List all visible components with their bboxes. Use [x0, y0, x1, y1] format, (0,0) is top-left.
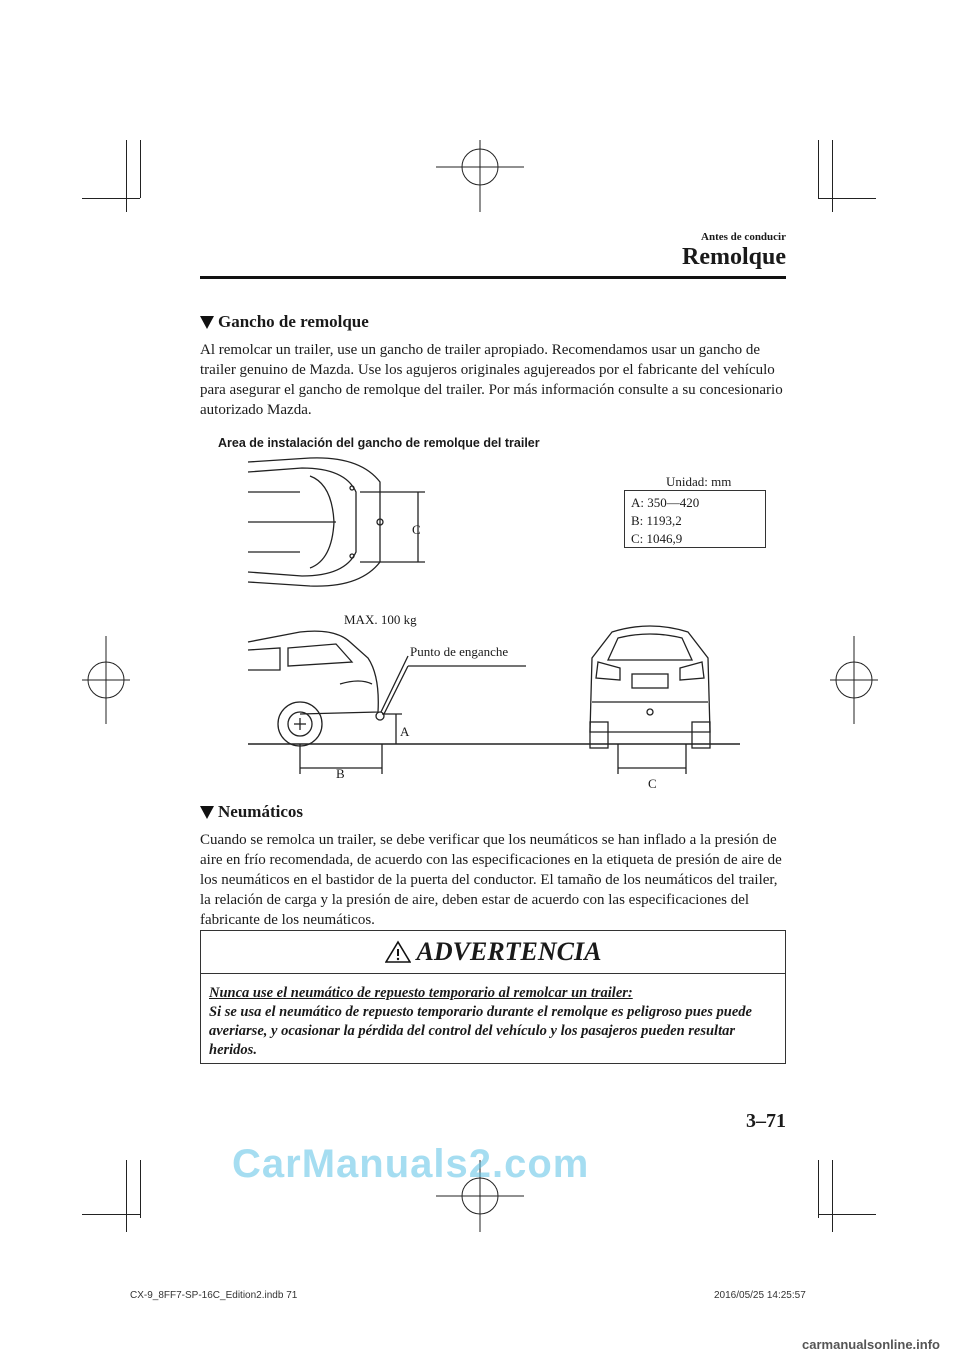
dim-label-c-rear: C: [648, 776, 657, 791]
header-rule: [200, 276, 786, 279]
source-credit: carmanualsonline.info: [802, 1337, 940, 1352]
tires-heading: [200, 802, 303, 822]
warning-header: [201, 931, 785, 974]
hitch-heading-text: Gancho de remolque: [218, 312, 369, 331]
warning-title: ADVERTENCIA: [416, 937, 602, 966]
spec-c: C: 1046,9: [631, 531, 683, 546]
section-label: Antes de conducir: [701, 231, 786, 243]
dim-label-b: B: [336, 766, 345, 781]
spec-box: [624, 490, 766, 548]
spec-a: A: 350—420: [631, 495, 700, 510]
warning-triangle-icon: [385, 940, 411, 964]
triangle-bullet-icon: [200, 806, 214, 819]
dim-label-a: A: [400, 724, 410, 739]
car-rear-view: [590, 626, 710, 748]
max-load-label: MAX. 100 kg: [344, 612, 417, 627]
hitch-point-label: Punto de enganche: [410, 644, 509, 659]
figure-caption: Area de instalación del gancho de remolque del trailer: [218, 436, 540, 450]
hitch-paragraph: Al remolcar un trailer, use un gancho de trailer apropiado. Recomendamos usar un gancho de trailer genuino de Mazda. Use los agujeros originales agujereados por el fabricante del vehículo para asegurar el gancho de remolque del trailer. Por más información consulte a su concesionario autorizado Mazda.: [200, 342, 783, 418]
hitch-heading: [200, 312, 369, 332]
footer-file: CX-9_8FF7-SP-16C_Edition2.indb 71: [130, 1290, 298, 1301]
car-side-view: [248, 631, 384, 746]
dim-label-c-top: C: [412, 522, 421, 537]
car-top-view: [248, 458, 383, 586]
warning-box: [200, 930, 786, 1064]
watermark: CarManuals2.com: [232, 1142, 590, 1186]
page-number: 3–71: [746, 1110, 786, 1132]
spec-b: B: 1193,2: [631, 513, 682, 528]
warning-text: Si se usa el neumático de repuesto temporario durante el remolque es peligroso pues puede averiarse, y ocasionar la pérdida del control del vehículo y los pasajeros pueden resultar heridos.: [209, 1004, 752, 1058]
warning-body: [201, 974, 785, 1060]
warning-lead: Nunca use el neumático de repuesto temporario al remolcar un trailer:: [209, 985, 633, 1001]
section-title: Remolque: [682, 244, 786, 270]
tires-paragraph: Cuando se remolca un trailer, se debe verificar que los neumáticos se han inflado a la presión de aire en frío recomendada, de acuerdo con las especificaciones en la etiqueta de presión de aire de los neumáticos en el bastidor de la puerta del conductor. El tamaño de los neumáticos del trailer, la relación de carga y la presión de aire, deben estar de acuerdo con las especificaciones del fabricante de los neumáticos.: [200, 832, 782, 928]
unit-label: Unidad: mm: [666, 474, 732, 489]
footer-timestamp: 2016/05/25 14:25:57: [714, 1290, 806, 1301]
triangle-bullet-icon: [200, 316, 214, 329]
tires-heading-text: Neumáticos: [218, 802, 303, 821]
